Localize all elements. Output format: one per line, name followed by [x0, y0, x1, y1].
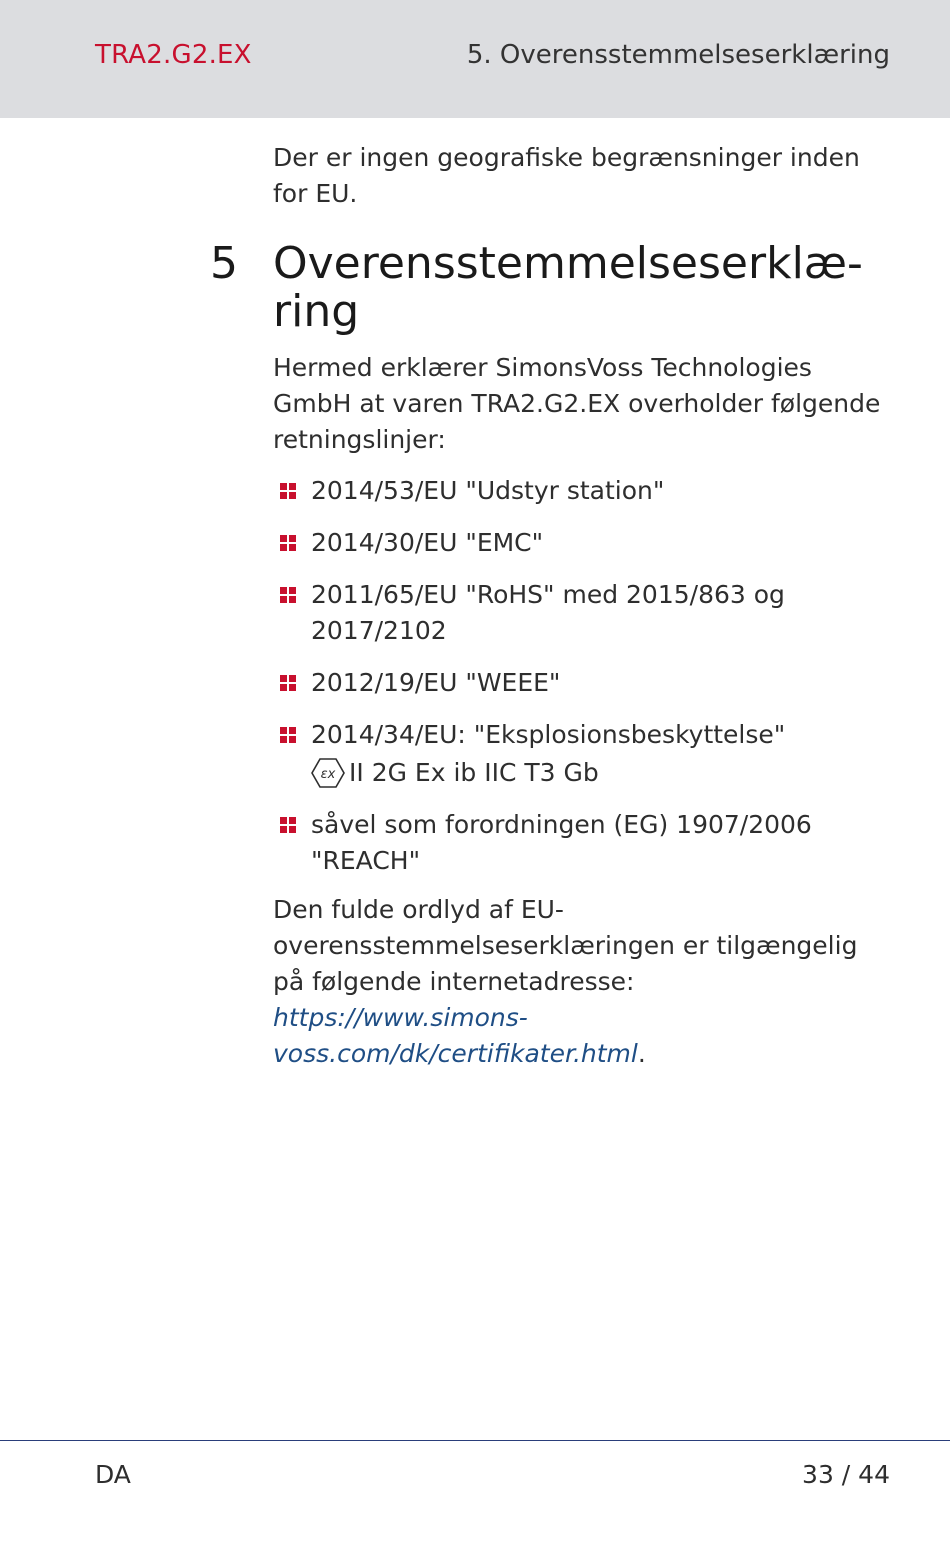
page-header: [0, 0, 950, 118]
list-item: [278, 473, 898, 509]
certificate-link[interactable]: https://www.simons-voss.com/dk/certifikater.html: [273, 1003, 638, 1068]
content-intro: [273, 140, 893, 212]
footer-language: DA: [95, 1460, 131, 1489]
section-number: 5: [210, 238, 238, 289]
list-item: [278, 807, 898, 879]
directive-list: [278, 473, 898, 895]
list-item: [278, 577, 898, 649]
chapter-title: 5. Overensstemmelseserklæring: [466, 40, 890, 70]
page-number: 33 / 44: [802, 1460, 890, 1489]
geo-paragraph: Der er ingen geografiske begrænsninger inden for EU.: [273, 143, 860, 208]
svg-text:εx: εx: [320, 767, 336, 782]
bullet-icon: [280, 587, 296, 603]
declaration-intro: Hermed erklærer SimonsVoss Technologies GmbH at varen TRA2.G2.EX overholder følgende retningslinjer:: [273, 353, 881, 454]
list-item-text: 2014/30/EU "EMC": [311, 528, 544, 557]
section-title: Overensstemmelseserklæ-ring: [273, 238, 863, 337]
bullet-icon: [280, 483, 296, 499]
list-item-text: 2011/65/EU "RoHS" med 2015/863 og 2017/2102: [311, 580, 785, 645]
ex-marking-text: II 2G Ex ib IIC T3 Gb: [349, 758, 599, 787]
product-name: TRA2.G2.EX: [95, 40, 252, 70]
list-item-text: såvel som forordningen (EG) 1907/2006 "REACH": [311, 810, 812, 875]
bullet-icon: [280, 727, 296, 743]
list-item-text: 2012/19/EU "WEEE": [311, 668, 561, 697]
outro-end: .: [637, 1039, 646, 1068]
list-item: [278, 525, 898, 561]
outro-text: Den fulde ordlyd af EU-overensstemmelseserklæringen er tilgængelig på følgende internetadresse:: [273, 895, 858, 996]
list-item-text: 2014/53/EU "Udstyr station": [311, 476, 665, 505]
list-item: [278, 717, 898, 791]
footer-divider: [0, 1440, 950, 1441]
list-item: [278, 665, 898, 701]
ex-marking-line: [311, 755, 898, 791]
bullet-icon: [280, 535, 296, 551]
bullet-icon: [280, 817, 296, 833]
list-item-text: 2014/34/EU: "Eksplosionsbeskyttelse": [311, 720, 786, 749]
declaration-outro: [273, 892, 893, 1072]
bullet-icon: [280, 675, 296, 691]
ex-hexagon-icon: [311, 757, 345, 789]
